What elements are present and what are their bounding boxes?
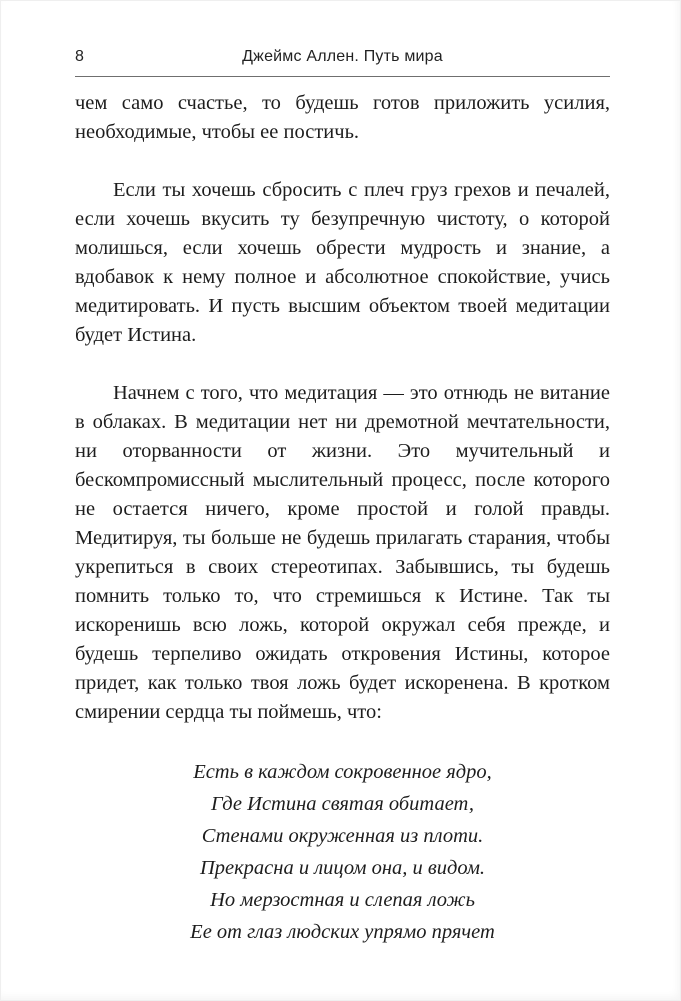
poem-line: Где Истина святая обитает, [211, 793, 474, 815]
poem [75, 756, 610, 948]
paragraph: чем само счастье, то будешь готов приложить усилия, необходимые, чтобы ее постичь. [75, 92, 610, 143]
poem-line: Стенами окруженная из плоти. [201, 825, 484, 847]
page-body [75, 89, 610, 948]
header-rule [75, 76, 610, 77]
poem-line: Ее от глаз людских упрямо прячет [190, 921, 495, 943]
paragraph: Начнем с того, что медитация — это отнюдь не витание в облаках. В медитации нет ни дремотной мечтательности, ни оторванности от жизни. Это мучительный и бескомпромиссный мыслительный процесс, после которого не остается ничего, кроме простой и голой правды. Медитируя, ты больше не будешь прилагать старания, чтобы укрепиться в своих стереотипах. Забывшись, ты будешь помнить только то, что стремишься к Истине. Так ты искоренишь всю ложь, которой окружал себя прежде, и будешь терпеливо ожидать откровения Истины, которое придет, как только твоя ложь будет искоренена. В кротком смирении сердца ты поймешь, что: [75, 382, 610, 723]
poem-line: Прекрасна и лицом она, и видом. [199, 857, 486, 879]
paragraph: Если ты хочешь сбросить с плеч груз грехов и печалей, если хочешь вкусить ту безупречную чистоту, о которой молишься, если хочешь обрести мудрость и знание, а вдобавок к нему полное и абсолютное спокойствие, учись медитировать. И пусть высшим объектом твоей медитации будет Истина. [75, 179, 610, 346]
poem-line: Есть в каждом сокровенное ядро, [193, 761, 492, 783]
running-title: Джеймс Аллен. Путь мира [242, 48, 443, 65]
page-header [75, 46, 610, 72]
page-number: 8 [75, 48, 84, 65]
poem-line: Но мерзостная и слепая ложь [210, 889, 475, 911]
